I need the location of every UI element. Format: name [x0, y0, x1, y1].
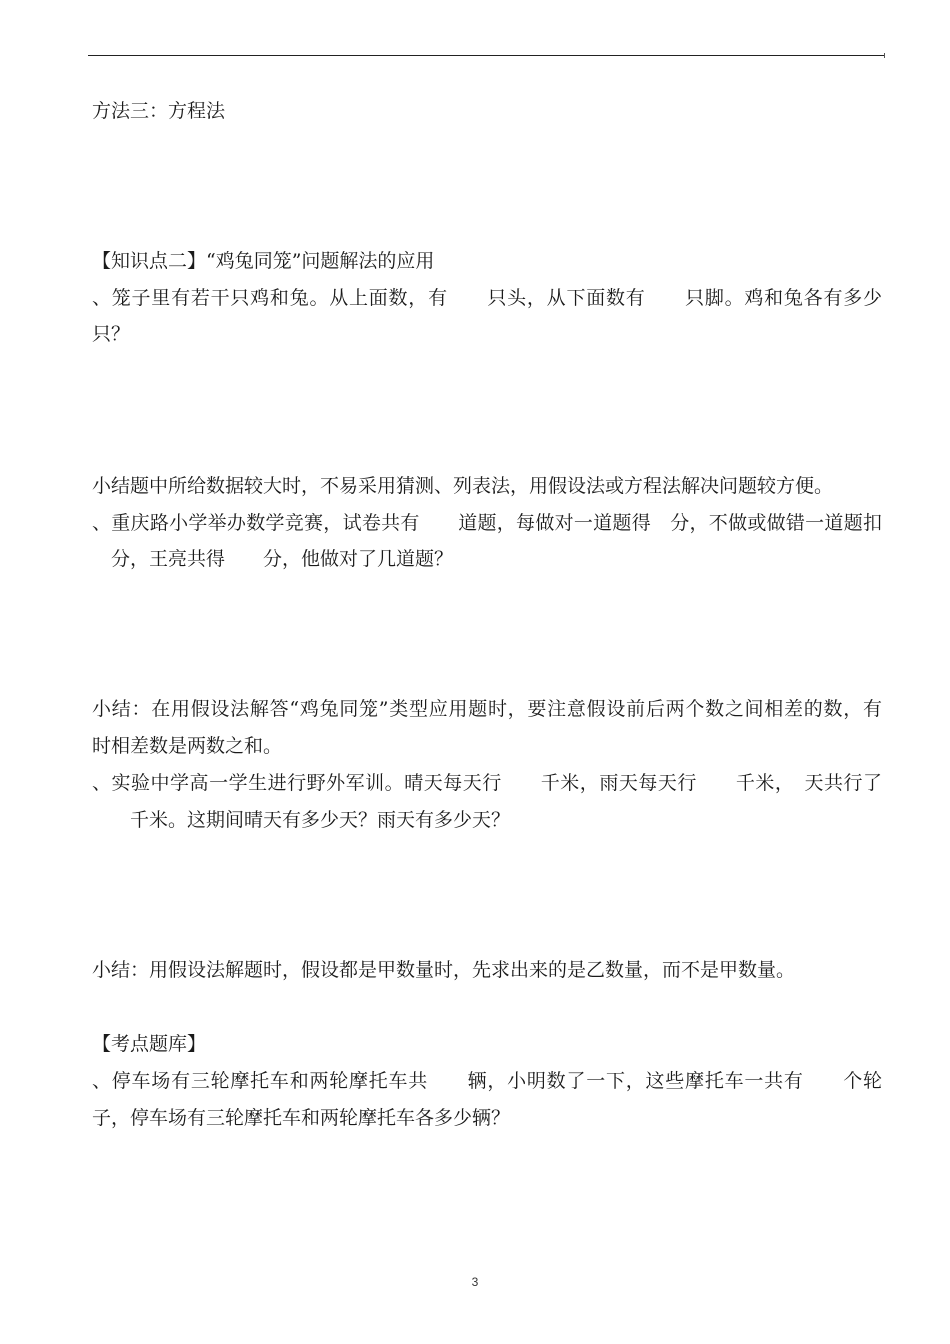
question-1-line-2: 只？ — [92, 323, 131, 345]
question-3-line-2: 千米。这期间晴天有多少天？雨天有多少天？ — [92, 809, 511, 831]
summary-3: 小结：用假设法解题时，假设都是甲数量时，先求出来的是乙数量，而不是甲数量。 — [92, 959, 796, 981]
summary-2-line-2: 时相差数是两数之和。 — [92, 735, 283, 757]
header-rule-tick — [884, 53, 885, 58]
question-4-line-2: 子，停车场有三轮摩托车和两轮摩托车各多少辆？ — [92, 1107, 511, 1129]
question-2-line-2: 分，王亮共得 分，他做对了几道题？ — [92, 548, 454, 570]
page-number: 3 — [471, 1275, 479, 1289]
question-4-line-1: 、停车场有三轮摩托车和两轮摩托车共 辆，小明数了一下，这些摩托车一共有 个轮 — [92, 1070, 882, 1092]
question-3-line-1: 、实验中学高一学生进行野外军训。晴天每天行 千米，雨天每天行 千米， 天共行了 — [92, 772, 882, 794]
summary-2-line-1: 小结：在用假设法解答“鸡兔同笼”类型应用题时，要注意假设前后两个数之间相差的数，有 — [92, 698, 882, 720]
header-rule — [88, 55, 884, 56]
question-2-line-1: 、重庆路小学举办数学竞赛，试卷共有 道题，每做对一道题得 分，不做或做错一道题扣 — [92, 512, 882, 534]
question-1-line-1: 、笼子里有若干只鸡和兔。从上面数，有 只头，从下面数有 只脚。鸡和兔各有多少 — [92, 287, 882, 309]
exam-bank-heading: 【考点题库】 — [92, 1033, 207, 1055]
method-three-heading: 方法三：方程法 — [92, 100, 226, 122]
knowledge-point-two-heading: 【知识点二】“鸡兔同笼”问题解法的应用 — [92, 250, 435, 272]
summary-1: 小结题中所给数据较大时，不易采用猜测、列表法，用假设法或方程法解决问题较方便。 — [92, 475, 834, 497]
